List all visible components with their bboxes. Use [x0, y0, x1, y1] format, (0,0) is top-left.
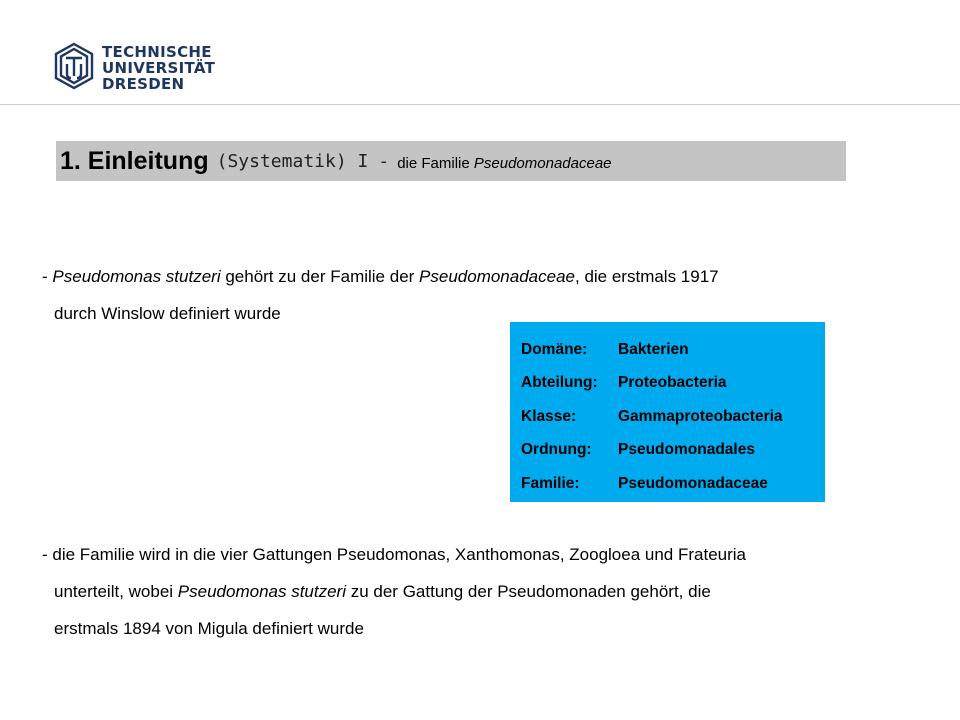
- title-family-prefix: die Familie: [397, 154, 470, 172]
- paragraph1-line1: [42, 258, 719, 295]
- title-family: [397, 155, 611, 172]
- taxonomy-row: [521, 367, 825, 401]
- taxonomy-key: Domäne:: [521, 340, 588, 358]
- paragraph-family-definition: [42, 258, 719, 332]
- taxonomy-value: Pseudomonadales: [618, 441, 755, 459]
- bullet-dash: -: [42, 267, 48, 286]
- taxonomy-value: Pseudomonadaceae: [618, 474, 768, 492]
- paragraph2-line3: erstmals 1894 von Migula definiert wurde: [54, 619, 364, 638]
- paragraph-genera: [42, 536, 746, 647]
- paragraph1-text-a: gehört zu der Familie der: [220, 267, 420, 286]
- header-divider: [0, 104, 960, 105]
- tu-dresden-emblem-icon: [52, 42, 96, 90]
- logo-line-2: UNIVERSITÄT: [102, 59, 216, 77]
- species-name: Pseudomonas stutzeri: [52, 267, 221, 286]
- taxonomy-box: [510, 322, 825, 502]
- paragraph2-text-b: zu der Gattung der Pseudomonaden gehört, die: [346, 582, 711, 601]
- title-dash: -: [378, 150, 390, 172]
- logo-line-3: DRESDEN: [102, 75, 185, 93]
- paragraph2-line2: [42, 573, 746, 610]
- taxonomy-value: Proteobacteria: [618, 374, 727, 392]
- logo-line-1: TECHNISCHE: [102, 43, 212, 61]
- paragraph1-line2: durch Winslow definiert wurde: [54, 304, 281, 323]
- taxonomy-row: [521, 333, 825, 367]
- taxonomy-key: Ordnung:: [521, 441, 592, 459]
- species-name: Pseudomonas stutzeri: [177, 582, 346, 601]
- paragraph1-text-b: , die erstmals 1917: [575, 267, 719, 286]
- taxonomy-key: Familie:: [521, 474, 580, 492]
- title-family-name: Pseudomonadaceae: [473, 154, 612, 172]
- logo-wordmark: [102, 44, 215, 92]
- family-name: Pseudomonadaceae: [419, 267, 575, 286]
- taxonomy-key: Klasse:: [521, 407, 577, 425]
- taxonomy-value: Gammaproteobacteria: [618, 407, 783, 425]
- taxonomy-row: [521, 400, 825, 434]
- slide-title-bar: [56, 141, 846, 181]
- taxonomy-row: [521, 434, 825, 468]
- slide-title: 1. Einleitung: [60, 146, 209, 175]
- slide-subtitle: (Systematik) I: [216, 150, 369, 172]
- tu-dresden-logo: [52, 42, 222, 94]
- taxonomy-key: Abteilung:: [521, 374, 598, 392]
- paragraph2-text-a: unterteilt, wobei: [54, 582, 178, 601]
- paragraph2-line1: - die Familie wird in die vier Gattungen Pseudomonas, Xanthomonas, Zoogloea und Frateuria: [42, 545, 746, 564]
- taxonomy-row: [521, 467, 825, 501]
- taxonomy-value: Bakterien: [618, 340, 689, 358]
